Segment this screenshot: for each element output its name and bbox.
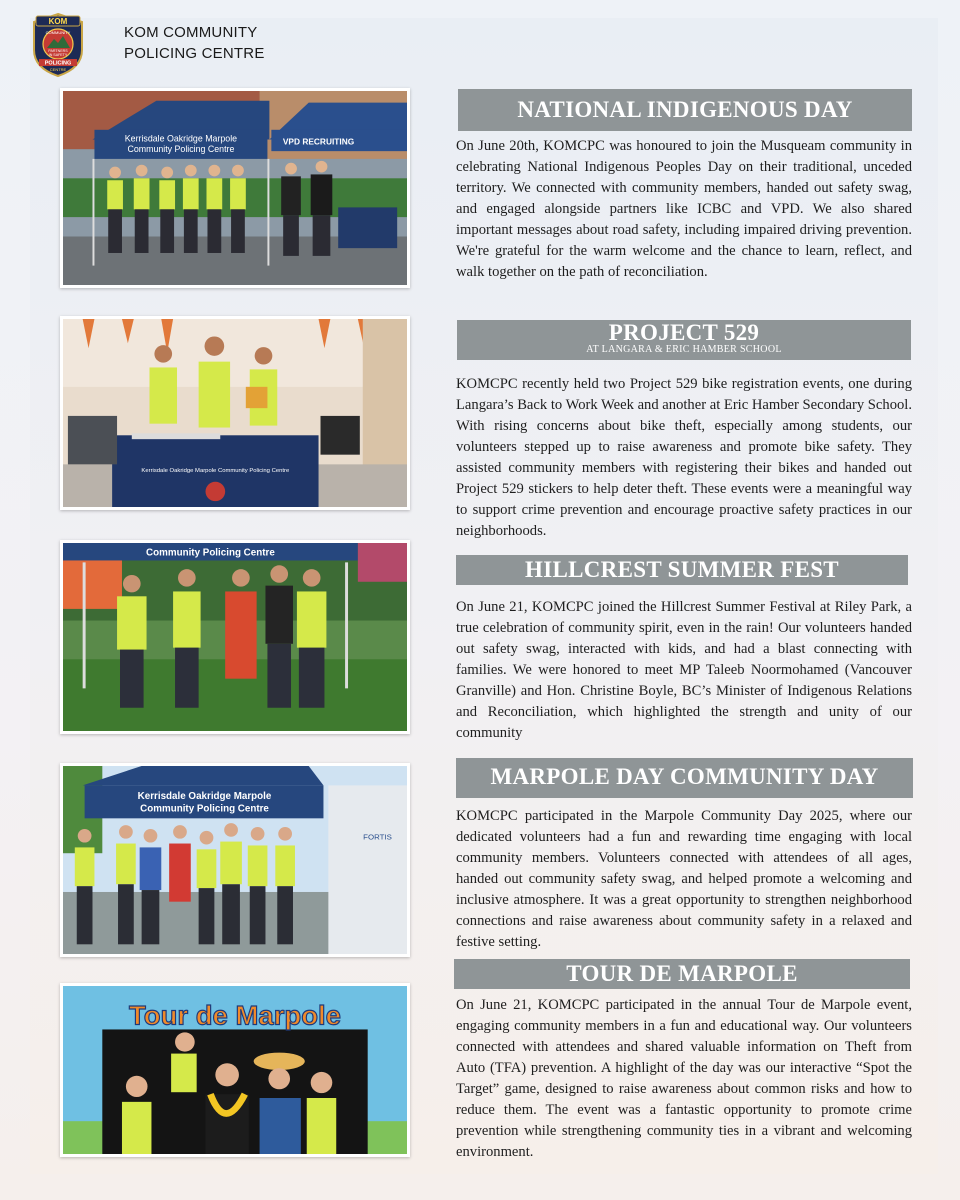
svg-text:KOM: KOM: [48, 17, 68, 26]
section-text-hillcrest: On June 21, KOMCPC joined the Hillcrest Summer Festival at Riley Park, a true celebration of community spirit, even in the rain! Our volunteers handed out safety swag, interacted with kids, and had a blast connecting with families. We were honored to meet MP Taleeb Noormohamed (Vancouver Granville) and Hon. Christine Boyle, BC’s Minister of Indigenous Relations and Reconciliation, which highlighted the strength and unity of our community: [456, 599, 912, 741]
section-title-tour-de-marpole: [454, 959, 910, 989]
section-title-text: PROJECT 529: [608, 320, 760, 345]
section-title-text: NATIONAL INDIGENOUS DAY: [517, 97, 853, 122]
section-text-marpole-day: KOMCPC participated in the Marpole Community Day 2025, where our dedicated volunteers had a fun and rewarding time engaging with local community members. Volunteers connected with attendees of all ages, handed out community safety swag, and helped promote a welcoming and inclusive atmosphere. It was a great opportunity to strengthen neighborhood connections and raise awareness about community safety in a relaxed and festive setting.: [456, 808, 912, 950]
svg-text:Tour de Marpole: Tour de Marpole: [129, 999, 341, 1031]
section-text-project-529: KOMCPC recently held two Project 529 bike registration events, one during Langara’s Back to Work Week and another at Eric Hamber Secondary School. With rising concerns about bike theft, especially among students, our volunteers stepped up to raise awareness and promote bike safety. They assisted community members with registering their bikes and handed out Project 529 stickers to help deter theft. These events were a meaningful way to support crime prevention and encourage proactive safety practices in our neighborhoods.: [456, 376, 912, 539]
section-subtitle-text: AT LANGARA & ERIC HAMBER SCHOOL: [586, 344, 782, 355]
org-name-line1: KOM COMMUNITY: [124, 24, 258, 41]
section-title-marpole-day: [456, 758, 913, 798]
svg-text:CENTRE: CENTRE: [49, 67, 67, 72]
header: [30, 12, 86, 78]
photo-marpole-day: [60, 763, 410, 957]
section-title-hillcrest: [456, 555, 908, 585]
org-name: [124, 22, 265, 64]
svg-text:POLICING: POLICING: [44, 60, 72, 67]
svg-text:COMMUNITY: COMMUNITY: [45, 30, 71, 35]
section-title-text: TOUR DE MARPOLE: [566, 961, 798, 986]
svg-text:Community Policing Centre: Community Policing Centre: [127, 144, 235, 155]
section-title-text: HILLCREST SUMMER FEST: [525, 557, 839, 582]
section-title-text: MARPOLE DAY COMMUNITY DAY: [490, 764, 879, 789]
section-title-indigenous-day: [458, 89, 912, 131]
section-text-indigenous-day: On June 20th, KOMCPC was honoured to join the Musqueam community in celebrating National Indigenous Peoples Day on their traditional, unceded territory. We connected with community members, handed out safety swag, and engaged alongside partners like ICBC and VPD. We also shared important messages about road safety, including impaired driving prevention. We're grateful for the warm welcome and the chance to learn, reflect, and walk together on the path of reconciliation.: [456, 138, 912, 280]
svg-text:Kerrisdale Oakridge Marpole: Kerrisdale Oakridge Marpole: [137, 791, 272, 802]
svg-text:Kerrisdale Oakridge Marpole: Kerrisdale Oakridge Marpole: [124, 133, 238, 144]
svg-text:Community Policing Centre: Community Policing Centre: [140, 803, 269, 815]
photo-project-529: [60, 316, 410, 510]
section-text-tour-de-marpole: On June 21, KOMCPC participated in the annual Tour de Marpole event, engaging community members in a fun and educational way. Our volunteers connected with attendees and shared valuable information on Theft from Auto (TFA) prevention. A highlight of the day was our interactive “Spot the Target” game, designed to raise awareness about common risks and how to reduce them. The event was a fantastic opportunity to promote crime prevention while strengthening community ties in a vibrant and welcoming environment.: [456, 997, 912, 1160]
photo-indigenous-day: [60, 88, 410, 288]
svg-text:VPD RECRUITING: VPD RECRUITING: [282, 136, 355, 147]
photo-tour-de-marpole: [60, 983, 410, 1157]
section-title-project-529: [457, 320, 911, 360]
svg-text:Kerrisdale Oakridge Marpole Co: Kerrisdale Oakridge Marpole Community Policing Centre: [141, 468, 290, 475]
photo-hillcrest: [60, 540, 410, 734]
svg-text:FORTIS: FORTIS: [363, 832, 392, 842]
svg-text:Community Policing Centre: Community Policing Centre: [146, 547, 275, 559]
svg-text:PARTNERS: PARTNERS: [48, 49, 68, 53]
org-name-line2: POLICING CENTRE: [124, 45, 265, 62]
kom-cpc-logo-icon: [30, 12, 86, 78]
svg-text:IN SAFETY: IN SAFETY: [48, 53, 68, 57]
